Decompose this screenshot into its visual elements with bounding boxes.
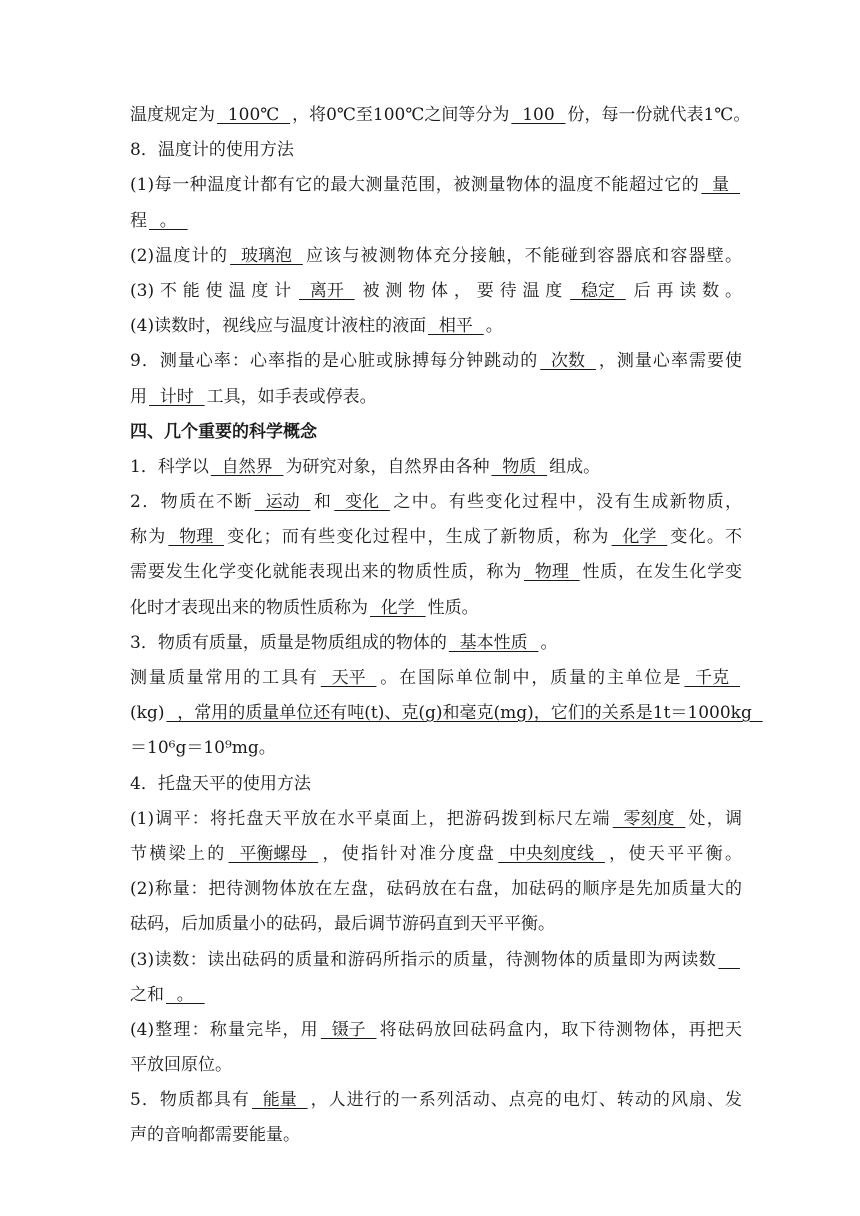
answer-blank: 中央刻度线 bbox=[498, 843, 605, 864]
answer-blank: 化学 bbox=[611, 527, 668, 548]
answer-blank: 次数 bbox=[540, 351, 596, 372]
text-line: (3)读数：读出砝码的质量和游码所指示的质量，待测物体的质量即为两读数 bbox=[130, 943, 742, 978]
text-line: (3)不能使温度计 离开 被测物体，要待温度 稳定 后再读数。 bbox=[130, 274, 742, 309]
answer-blank: 。 bbox=[166, 984, 205, 1005]
answer-blank: 物理 bbox=[524, 562, 580, 583]
answer-blank: 物质 bbox=[491, 456, 548, 477]
answer-blank: 量 bbox=[701, 175, 740, 196]
answer-blank: 基本性质 bbox=[448, 632, 539, 653]
text-line: 需要发生化学变化就能表现出来的物质性质，称为 物理 性质，在发生化学变 bbox=[130, 555, 742, 590]
text-line: (4)读数时，视线应与温度计液柱的液面 相平 。 bbox=[130, 309, 742, 344]
text-line: 8．温度计的使用方法 bbox=[130, 140, 294, 161]
answer-blank: 玻璃泡 bbox=[230, 245, 303, 266]
answer-blank: 千克 bbox=[684, 668, 740, 688]
answer-blank: 。 bbox=[149, 210, 188, 231]
answer-blank: 自然界 bbox=[210, 456, 284, 477]
answer-blank: 化学 bbox=[370, 597, 426, 618]
text-line: (2)称量：把待测物体放在左盘，砝码放在右盘，加砝码的顺序是先加质量大的 bbox=[130, 879, 742, 900]
answer-blank: 零刻度 bbox=[612, 808, 686, 829]
text-line: 9．测量心率：心率指的是心脏或脉搏每分钟跳动的 次数 ，测量心率需要使 bbox=[130, 344, 742, 379]
text-line: 化时才表现出来的物质性质称为 化学 性质。 bbox=[130, 591, 742, 626]
text-line: 节横梁上的 平衡螺母 ，使指针对准分度盘 中央刻度线 ，使天平平衡。 bbox=[130, 837, 742, 872]
answer-blank: 100℃ bbox=[217, 105, 291, 125]
answer-blank: 相平 bbox=[428, 316, 484, 337]
text-line: 3．物质有质量，质量是物质组成的物体的 基本性质 。 bbox=[130, 626, 742, 661]
answer-blank: ，常用的质量单位还有吨(t)、克(g)和毫克(mg)，它们的关系是1t＝1000kg bbox=[166, 703, 763, 724]
answer-blank: 物理 bbox=[168, 527, 225, 548]
text-line: 2．物质在不断 运动 和 变化 之中。有些变化过程中，没有生成新物质， bbox=[130, 485, 742, 520]
text-line: 测量质量常用的工具有 天平 。在国际单位制中，质量的主单位是 千克 bbox=[130, 661, 742, 696]
text-line: 温度规定为 100℃ ，将0℃至100℃之间等分为 100 份，每一份就代表1℃。 bbox=[130, 98, 742, 133]
answer-blank: 能量 bbox=[251, 1090, 308, 1111]
answer-blank: 运动 bbox=[254, 492, 311, 513]
text-line: ＝10⁶g＝10⁹mg。 bbox=[130, 738, 276, 759]
answer-blank: 平衡螺母 bbox=[228, 843, 319, 864]
text-line: (1)调平：将托盘天平放在水平桌面上，把游码拨到标尺左端 零刻度 处，调 bbox=[130, 802, 742, 837]
text-line: 4．托盘天平的使用方法 bbox=[130, 773, 311, 794]
section-heading: 四、几个重要的科学概念 bbox=[130, 421, 317, 442]
text-line: 称为 物理 变化；而有些变化过程中，生成了新物质，称为 化学 变化。不 bbox=[130, 520, 742, 555]
text-line: 程 。 bbox=[130, 204, 742, 239]
answer-blank: 镊子 bbox=[320, 1019, 377, 1040]
answer-blank: 计时 bbox=[149, 386, 205, 407]
text-line: (2)温度计的 玻璃泡 应该与被测物体充分接触，不能碰到容器底和容器壁。 bbox=[130, 239, 742, 274]
text-line: (4)整理：称量完毕，用 镊子 将砝码放回砝码盒内，取下待测物体，再把天 bbox=[130, 1013, 742, 1048]
answer-blank: 离开 bbox=[299, 280, 355, 301]
text-line: 平放回原位。 bbox=[130, 1055, 232, 1076]
answer-blank: 100 bbox=[511, 105, 566, 125]
text-line: 声的音响都需要能量。 bbox=[130, 1125, 300, 1146]
answer-blank: 天平 bbox=[320, 668, 377, 688]
text-line: (kg) ，常用的质量单位还有吨(t)、克(g)和毫克(mg)，它们的关系是1t＝1000kg bbox=[130, 696, 742, 731]
answer-blank: 稳定 bbox=[570, 280, 626, 301]
text-line: 之和 。 bbox=[130, 978, 742, 1013]
answer-blank: 变化 bbox=[334, 492, 390, 513]
answer-blank bbox=[716, 943, 742, 978]
text-line: (1)每一种温度计都有它的最大测量范围，被测量物体的温度不能超过它的 量 bbox=[130, 168, 742, 203]
text-line: 用 计时 工具，如手表或停表。 bbox=[130, 380, 742, 415]
text-line: 1．科学以 自然界 为研究对象，自然界由各种 物质 组成。 bbox=[130, 450, 742, 485]
text-line: 5．物质都具有 能量 ，人进行的一系列活动、点亮的电灯、转动的风扇、发 bbox=[130, 1083, 742, 1118]
text-line: 砝码，后加质量小的砝码，最后调节游码直到天平平衡。 bbox=[130, 914, 555, 935]
